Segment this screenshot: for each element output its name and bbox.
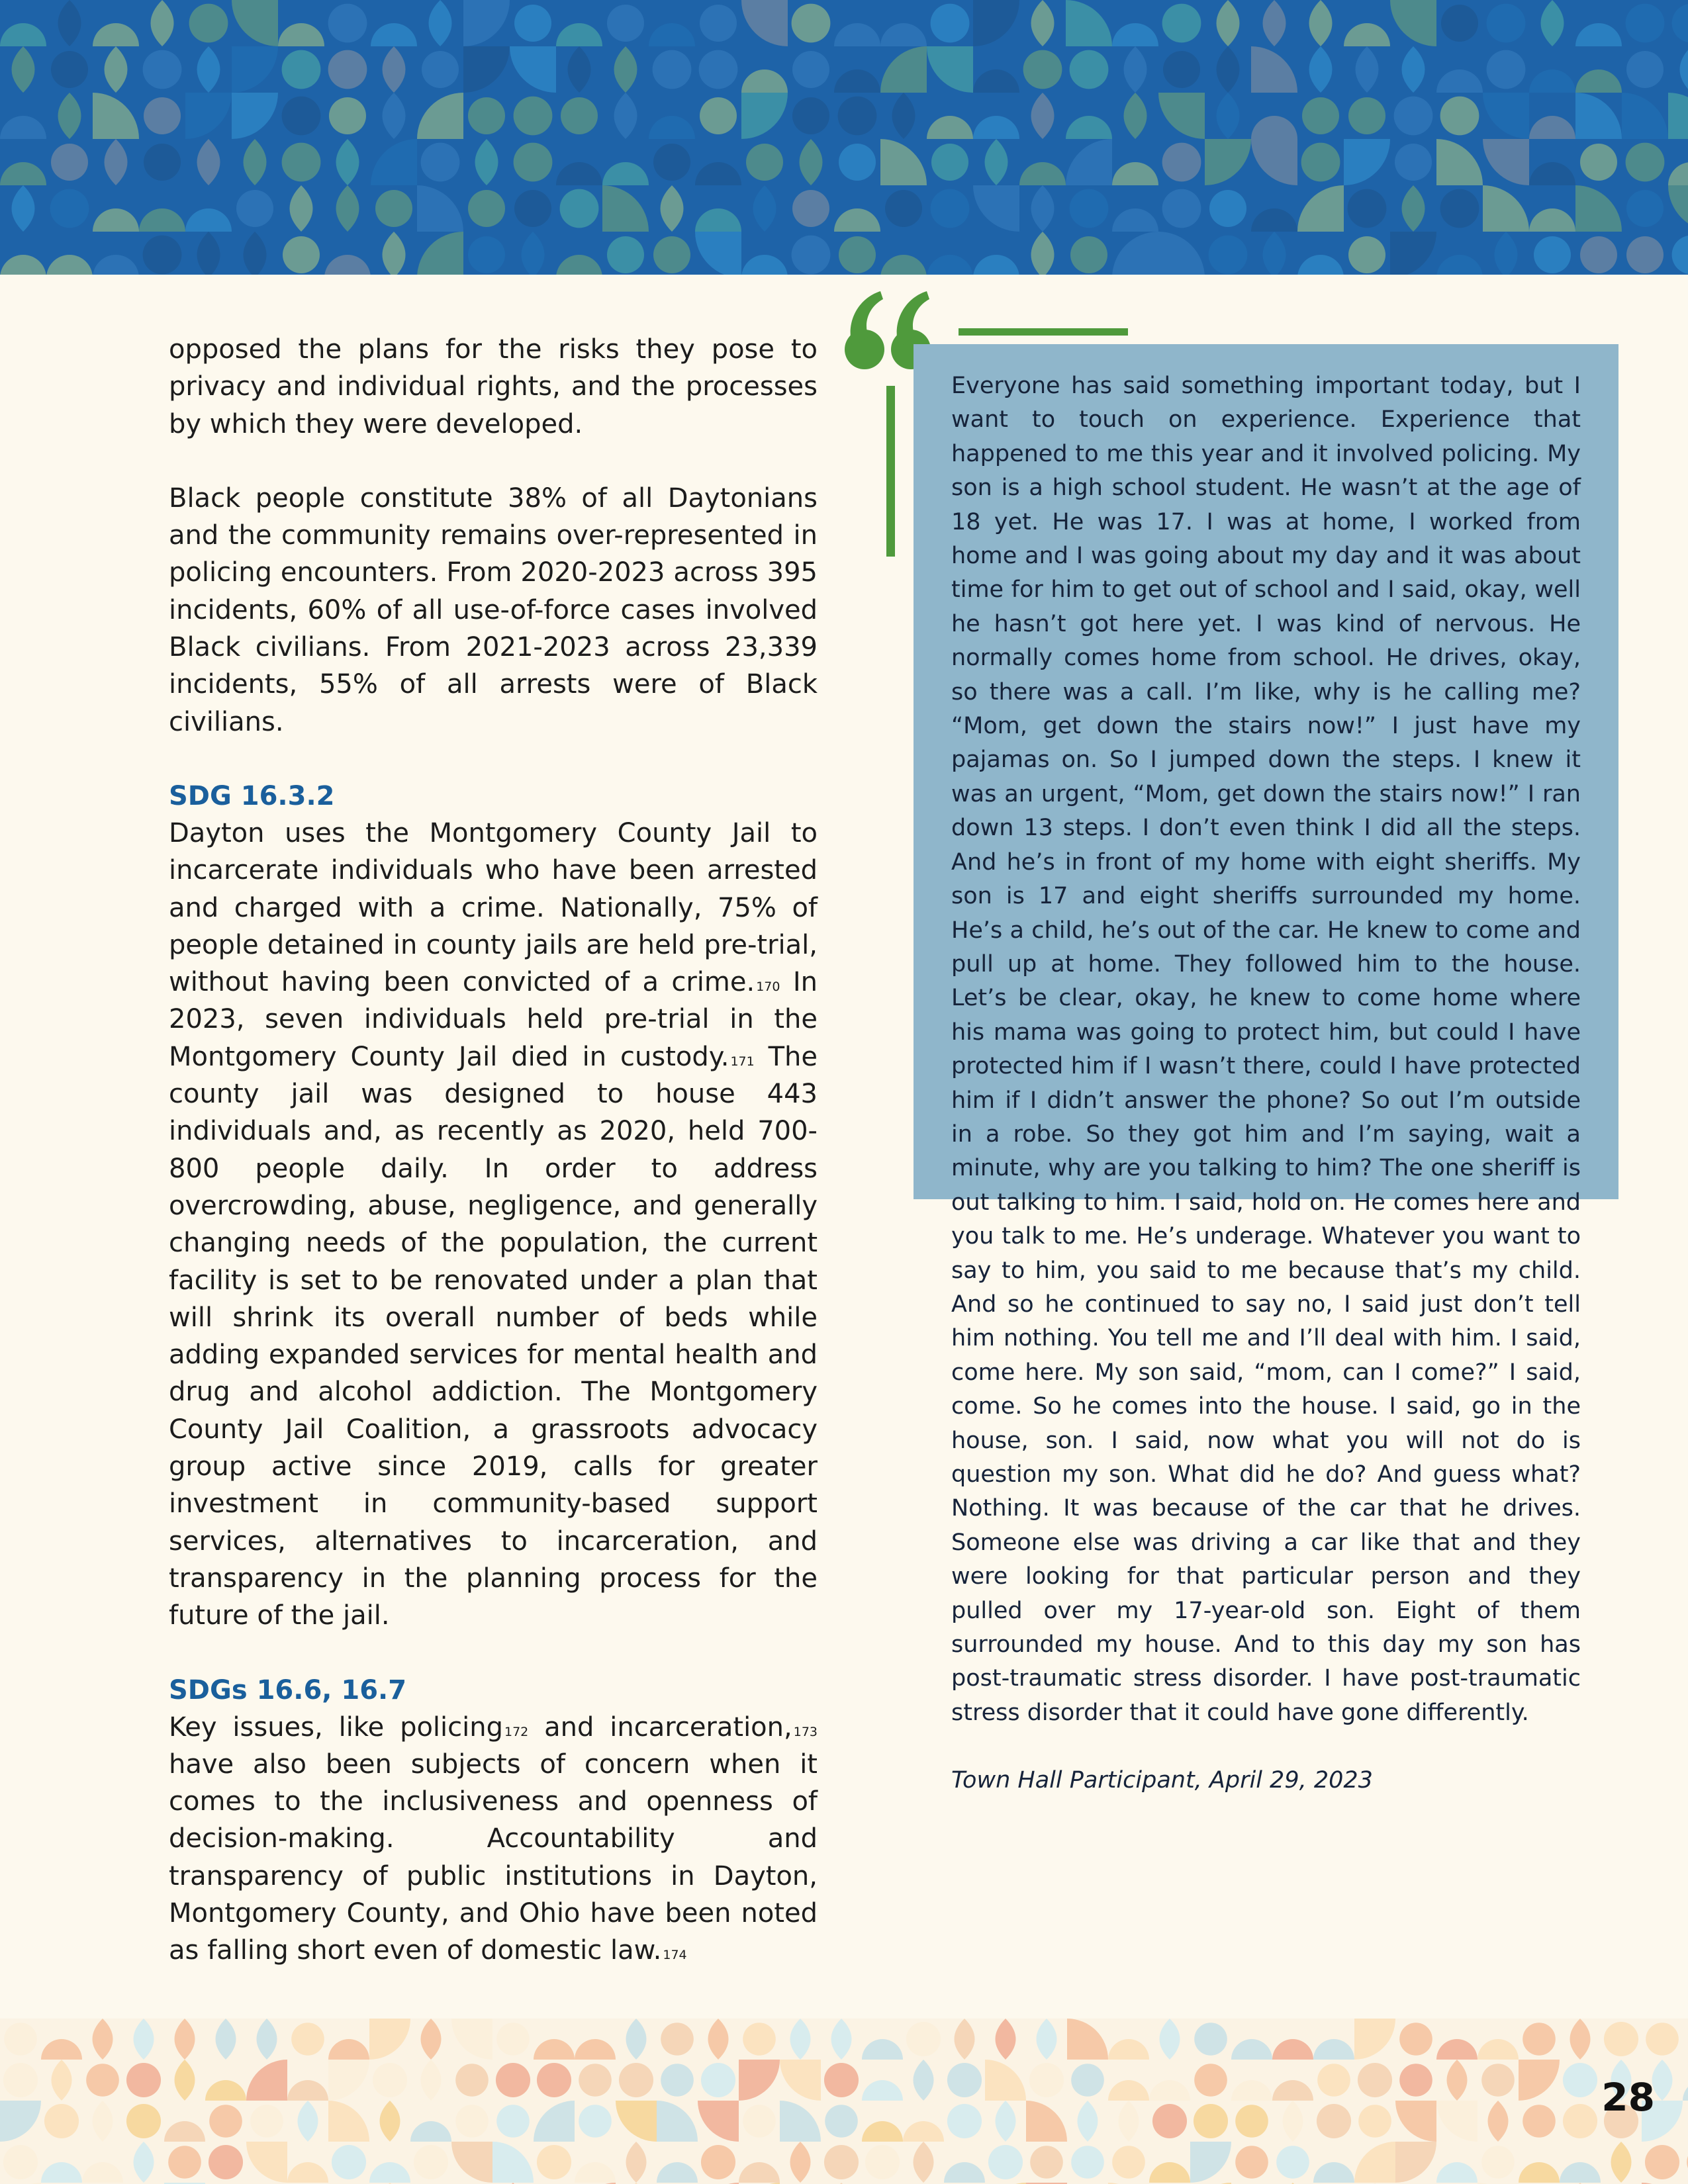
page-number: 28 (1601, 2075, 1655, 2120)
quote-accent-bar (886, 386, 895, 557)
body-paragraph: Black people constitute 38% of all Daytonians and the community remains over-represented in policing encounters. From 2020-2023 across 395 incidents, 60% of all use-of-force cases involved Black civilians. From 2021-2023 across 23,339 incidents, 55% of all arrests were of Black civilians. (169, 482, 818, 737)
section-heading-sdg-16-3-2: SDG 16.3.2 (169, 780, 335, 811)
geometric-pattern (0, 0, 1688, 275)
bottom-decorative-banner (0, 2019, 1688, 2184)
body-paragraph: Dayton uses the Montgomery County Jail to incarcerate individuals who have been arrested and charged with a crime. Nationally, 75% of people detained in county jails are held pre-trial, without having been convicted of a crime. $^{170}$ In 2023, seven individuals held pre-trial in the Montgomery County Jail died in custody. $^{171}$ The county jail was designed to house 443 individuals and, as recently as 2020, held 700-800 people daily. In order to address overcrowding, abuse, negligence, and generally changing needs of the population, the current facility is set to be renovated under a plan that will shrink its overall number of beds while adding expanded services for mental health and drug and alcohol addiction. The Montgomery County Jail Coalition, a grassroots advocacy group active since 2019, calls for greater investment in community-based support services, alternatives to incarceration, and transparency in the planning process for the future of the jail. (169, 817, 818, 1631)
footnote-ref[interactable]: 171 (730, 1054, 755, 1069)
geometric-pattern (0, 2019, 1688, 2184)
body-paragraph: opposed the plans for the risks they pose to privacy and individual rights, and the processes by which they were developed. (169, 334, 818, 439)
body-paragraph: Key issues, like policing $^{172}$ and incarceration, $^{173}$ have also been subjects of concern when it comes to the inclusiveness and openness of decision-making. Accountability and transparency of public institutions in Dayton, Montgomery County, and Ohio have been noted as falling short even of domestic law. $^{174}$ (169, 1711, 818, 1966)
section-heading-sdgs-16-6-16-7: SDGs 16.6, 16.7 (169, 1674, 407, 1706)
testimonial-quote-box (914, 344, 1618, 1794)
footnote-ref[interactable]: 173 (793, 1724, 818, 1739)
footnote-ref[interactable]: 170 (756, 979, 780, 995)
quote-accent-line (959, 328, 1128, 336)
footnote-ref[interactable]: 172 (504, 1724, 529, 1739)
quote-attribution: Town Hall Participant, April 29, 2023 (951, 1767, 1373, 1794)
main-text-column (169, 331, 818, 1970)
top-decorative-banner (0, 0, 1688, 275)
footnote-ref[interactable]: 174 (663, 1948, 687, 1963)
quote-text: Everyone has said something important today, but I want to touch on experience. Experience that happened to me this year and it involved policing. My son is a high school student. He wasn’t at the age of 18 yet. He was 17. I was at home, I worked from home and I was going about my day and it was about time for him to get out of school and I said, okay, well he hasn’t got here yet. I was kind of nervous. He normally comes home from school. He drives, okay, so there was a call. I’m like, why is he calling me? “Mom, get down the stairs now!” I just have my pajamas on. So I jumped down the steps. I knew it was an urgent, “Mom, get down the stairs now!” I ran down 13 steps. I don’t even think I did all the steps. And he’s in front of my home with eight sheriffs. My son is 17 and eight sheriffs surrounded my home. He’s a child, he’s out of the car. He knew to come and pull up at home. They followed him to the house. Let’s be clear, okay, he knew to come home where his mama was going to protect him, but could I have protected him if I wasn’t there, could I have protected him if I didn’t answer the phone? So out I’m outside in a robe. So they got him and I’m saying, wait a minute, why are you talking to him? The one sheriff is out talking to him. I said, hold on. He comes here and you talk to me. He’s underage. Whatever you want to say to him, you said to me because that’s my child. And so he continued to say no, I said just don’t tell him nothing. You tell me and I’ll deal with him. I said, come here. My son said, “mom, can I come?” I said, come. So he comes into the house. I said, go in the house, son. I said, now what you will not do is question my son. What did he do? And guess what? Nothing. It was because of the car that he drives. Someone else was driving a car like that and they were looking for that particular person and they pulled over my 17-year-old son. Eight of them surrounded my house. And to this day my son has post-traumatic stress disorder. I have post-traumatic stress disorder that it could have gone differently. (951, 373, 1581, 1726)
